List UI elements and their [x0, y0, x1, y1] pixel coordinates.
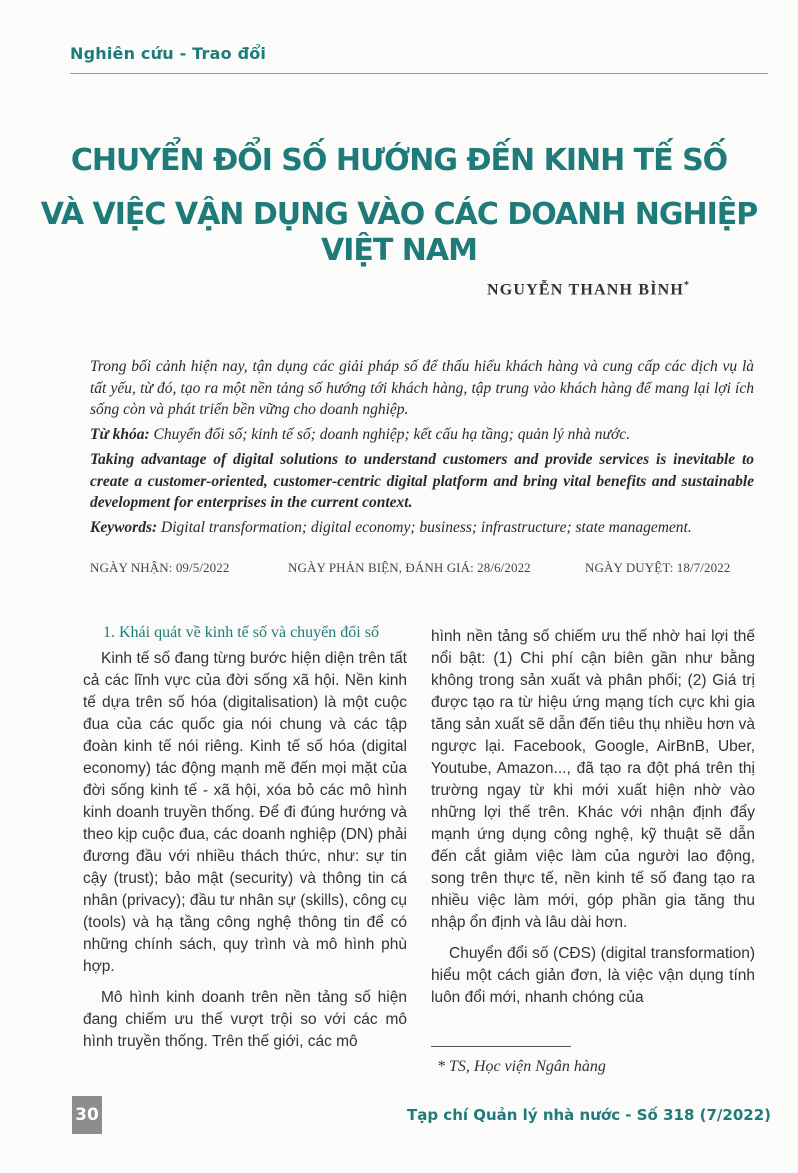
body-column-right: [431, 626, 755, 1009]
page-number: 30: [72, 1096, 102, 1134]
body-paragraph: Mô hình kinh doanh trên nền tảng số hiện đang chiếm ưu thế vượt trội so với các mô hình truyền thống. Trên thế giới, các mô: [83, 989, 407, 1050]
keywords-en-text: Digital transformation; digital economy; business; infrastructure; state management.: [157, 518, 692, 536]
keywords-label: Từ khóa:: [90, 425, 150, 443]
date-approved: NGÀY DUYỆT: 18/7/2022: [585, 560, 731, 575]
abstract-english: Taking advantage of digital solutions to understand customers and provide services is inevitable to create a customer-oriented, customer-centric digital platform and bring vital benefits and sustainable development for enterprises in the current context.: [90, 451, 754, 511]
body-paragraph: Kinh tế số đang từng bước hiện diện trên tất cả các lĩnh vực của đời sống xã hội. Nền kinh tế dựa trên số hóa (digitalisation) là một cuộc đua của các quốc gia nói chung và các tập đoàn kinh tế nói riêng. Kinh tế số hóa (digital economy) tác động mạnh mẽ đến mọi mặt của đời sống kinh tế - xã hội, xóa bỏ các mô hình kinh doanh truyền thống. Để đi đúng hướng và theo kịp cuộc đua, các doanh nghiệp (DN) phải đương đầu với nhiều thách thức, như: sự tin cậy (trust); bảo mật (security) và thông tin cá nhân (privacy); đầu tư nhân sự (skills), công cụ (tools) và hạ tầng công nghệ thông tin để có những chính sách, quy trình và mô hình phù hợp.: [83, 650, 408, 975]
article-title-line-1: CHUYỂN ĐỔI SỐ HƯỚNG ĐẾN KINH TẾ SỐ: [70, 143, 728, 178]
header-rule: [70, 73, 768, 74]
author-footnote-mark: *: [684, 280, 691, 291]
abstract-block: [90, 356, 754, 538]
keywords-text: Chuyển đổi số; kinh tế số; doanh nghiệp; kết cấu hạ tầng; quản lý nhà nước.: [149, 425, 631, 443]
body-paragraph: Chuyển đổi số (CĐS) (digital transformation) hiểu một cách giản đơn, là việc vận dụng tính luôn đổi mới, nhanh chóng của: [431, 945, 755, 1006]
abstract-vietnamese: Trong bối cảnh hiện nay, tận dụng các giải pháp số để thấu hiểu khách hàng và cung cấp các dịch vụ là tất yếu, từ đó, tạo ra một nền tảng số hướng tới khách hàng, tập trung vào khách hàng để mang lại lợi ích sống còn và phát triển bền vững cho doanh nghiệp.: [90, 358, 754, 418]
journal-footer: Tạp chí Quản lý nhà nước - Số 318 (7/2022): [406, 1106, 771, 1124]
author-name: [487, 280, 690, 299]
body-column-left: [83, 622, 407, 1053]
keywords-vietnamese: [90, 424, 754, 446]
article-title-line-2: VÀ VIỆC VẬN DỤNG VÀO CÁC DOANH NGHIỆP VIỆT NAM: [40, 197, 758, 268]
keywords-en-label: Keywords:: [90, 518, 158, 536]
date-received: NGÀY NHẬN: 09/5/2022: [90, 560, 230, 575]
section-heading: 1. Khái quát về kinh tế số và chuyển đổi số: [103, 624, 379, 641]
section-label: Nghiên cứu - Trao đổi: [70, 44, 267, 63]
keywords-english: [90, 517, 754, 539]
footnote: * TS, Học viện Ngân hàng: [437, 1058, 606, 1075]
footnote-rule: [431, 1046, 571, 1047]
author-name-text: NGUYỄN THANH BÌNH: [487, 281, 685, 299]
date-reviewed: NGÀY PHẢN BIỆN, ĐÁNH GIÁ: 28/6/2022: [288, 560, 531, 575]
body-paragraph: hình nền tảng số chiếm ưu thế nhờ hai lợi thế nổi bật: (1) Chi phí cận biên gần như bằng không trong sản xuất và phân phối; (2) Giá trị được tạo ra từ hiệu ứng mạng tích cực khi gia tăng sản xuất sẽ dẫn đến tiêu thụ nhiều hơn và ngược lại. Facebook, Google, AirBnB, Uber, Youtube, Amazon..., đã tạo ra đột phá trên thị trường ngay từ khi mới xuất hiện nhờ vào những lợi thế trên. Khác với nhận định đẩy mạnh ứng dụng công nghệ, kỹ thuật sẽ dẫn đến cắt giảm việc làm của người lao động, song trên thực tế, nền kinh tế số đang tạo ra nhiều việc làm mới, góp phần gia tăng thu nhập ổn định và lâu dài hơn.: [431, 628, 755, 931]
